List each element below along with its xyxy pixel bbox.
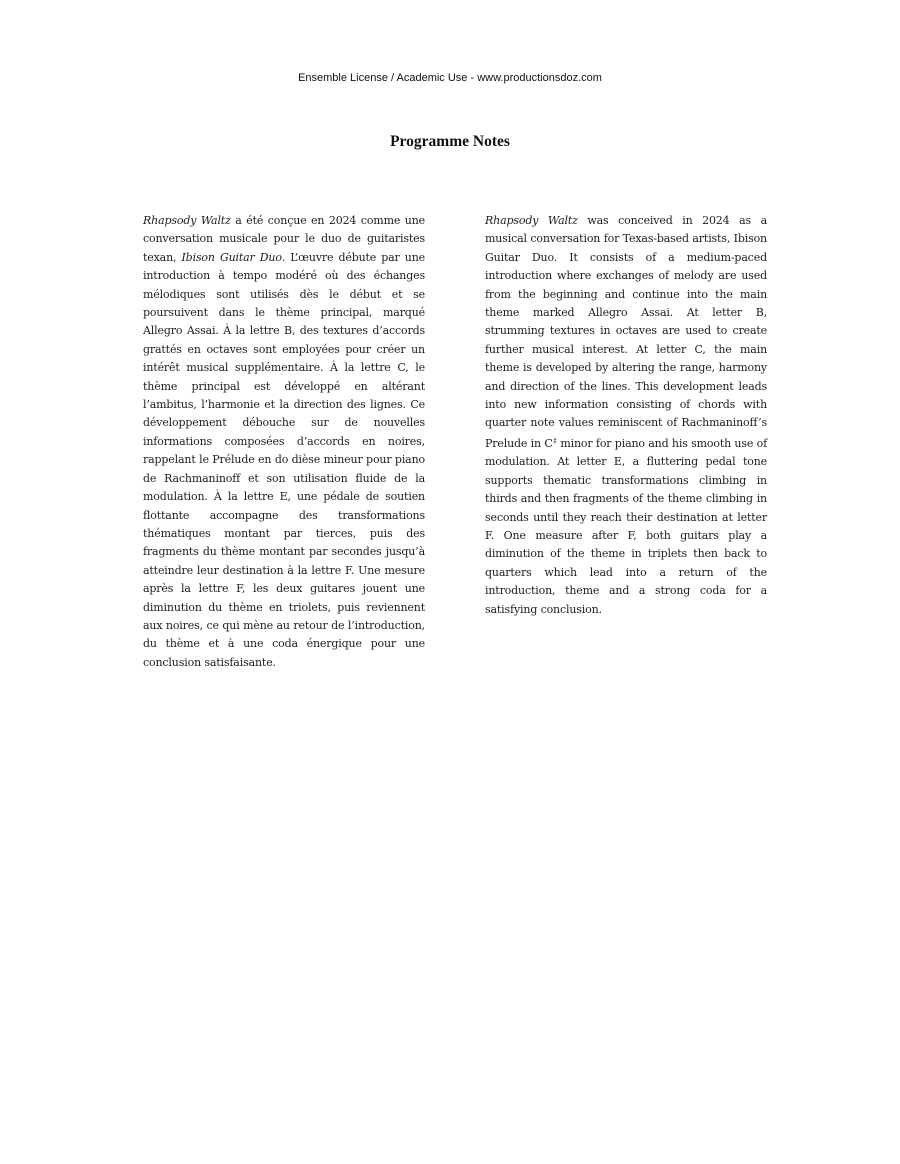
french-text-part1: a été conçue en 2024 comme une conversation musicale pour le duo de guitaristes texan, (143, 214, 425, 264)
english-work-title: Rhapsody Waltz (485, 214, 578, 227)
french-text-part2: . L’œuvre débute par une introduction à tempo modéré où des échanges mélodiques sont utilisés dès le début et se poursuivent dans le thème principal, marqué Allegro Assai. À la lettre B, des textures d’accords grattés en octaves sont employées pour créer un intérêt musical supplémentaire. À la lettre C, le thème principal est développé en altérant l’ambitus, l’harmonie et la direction des lignes. Ce développement débouche sur de nouvelles informations composées d’accords en noires, rappelant le Prélude en do dièse mineur pour piano de Rachmaninoff et son utilisation fluide de la modulation. À la lettre E, une pédale de soutien flottante accompagne des transformations thématiques montant par tierces, puis des fragments du thème montant par secondes jusqu’à atteindre leur destination à la lettre F. Une mesure après la lettre F, les deux guitares jouent une diminution du thème en triolets, puis reviennent aux noires, ce qui mène au retour de l’introduction, du thème et à une coda énergique pour une conclusion satisfaisante. (143, 250, 425, 669)
french-work-title: Rhapsody Waltz (143, 214, 231, 227)
french-paragraph (143, 212, 425, 672)
license-header: Ensemble License / Academic Use - www.productionsdoz.com (298, 72, 602, 84)
french-ensemble-name: Ibison Guitar Duo (181, 250, 282, 264)
sharp-symbol: ♯ (552, 436, 557, 447)
english-paragraph (485, 212, 767, 619)
page-title: Programme Notes (390, 133, 510, 150)
english-text-part1: was conceived in 2024 as a musical conversation for Texas-based artists, Ibison Guitar Duo. It consists of a medium-paced introduction where exchanges of melody are used from the beginning and continue into the main theme marked Allegro Assai. At letter B, strumming textures in octaves are used to create further musical interest. At letter C, the main theme is developed by altering the range, harmony and direction of the lines. This development leads into new information consisting of chords with quarter note values reminiscent of Rachmaninoff’s Prelude in C (485, 214, 767, 450)
french-notes-column (143, 212, 425, 672)
english-text-part2: minor for piano and his smooth use of modulation. At letter E, a fluttering pedal tone supports thematic transformations climbing in thirds and then fragments of the theme climbing in seconds until they reach their destination at letter F. One measure after F, both guitars play a diminution of the theme in triplets then back to quarters which lead into a return of the introduction, theme and a strong coda for a satisfying conclusion. (485, 436, 767, 616)
english-notes-column (485, 212, 767, 619)
